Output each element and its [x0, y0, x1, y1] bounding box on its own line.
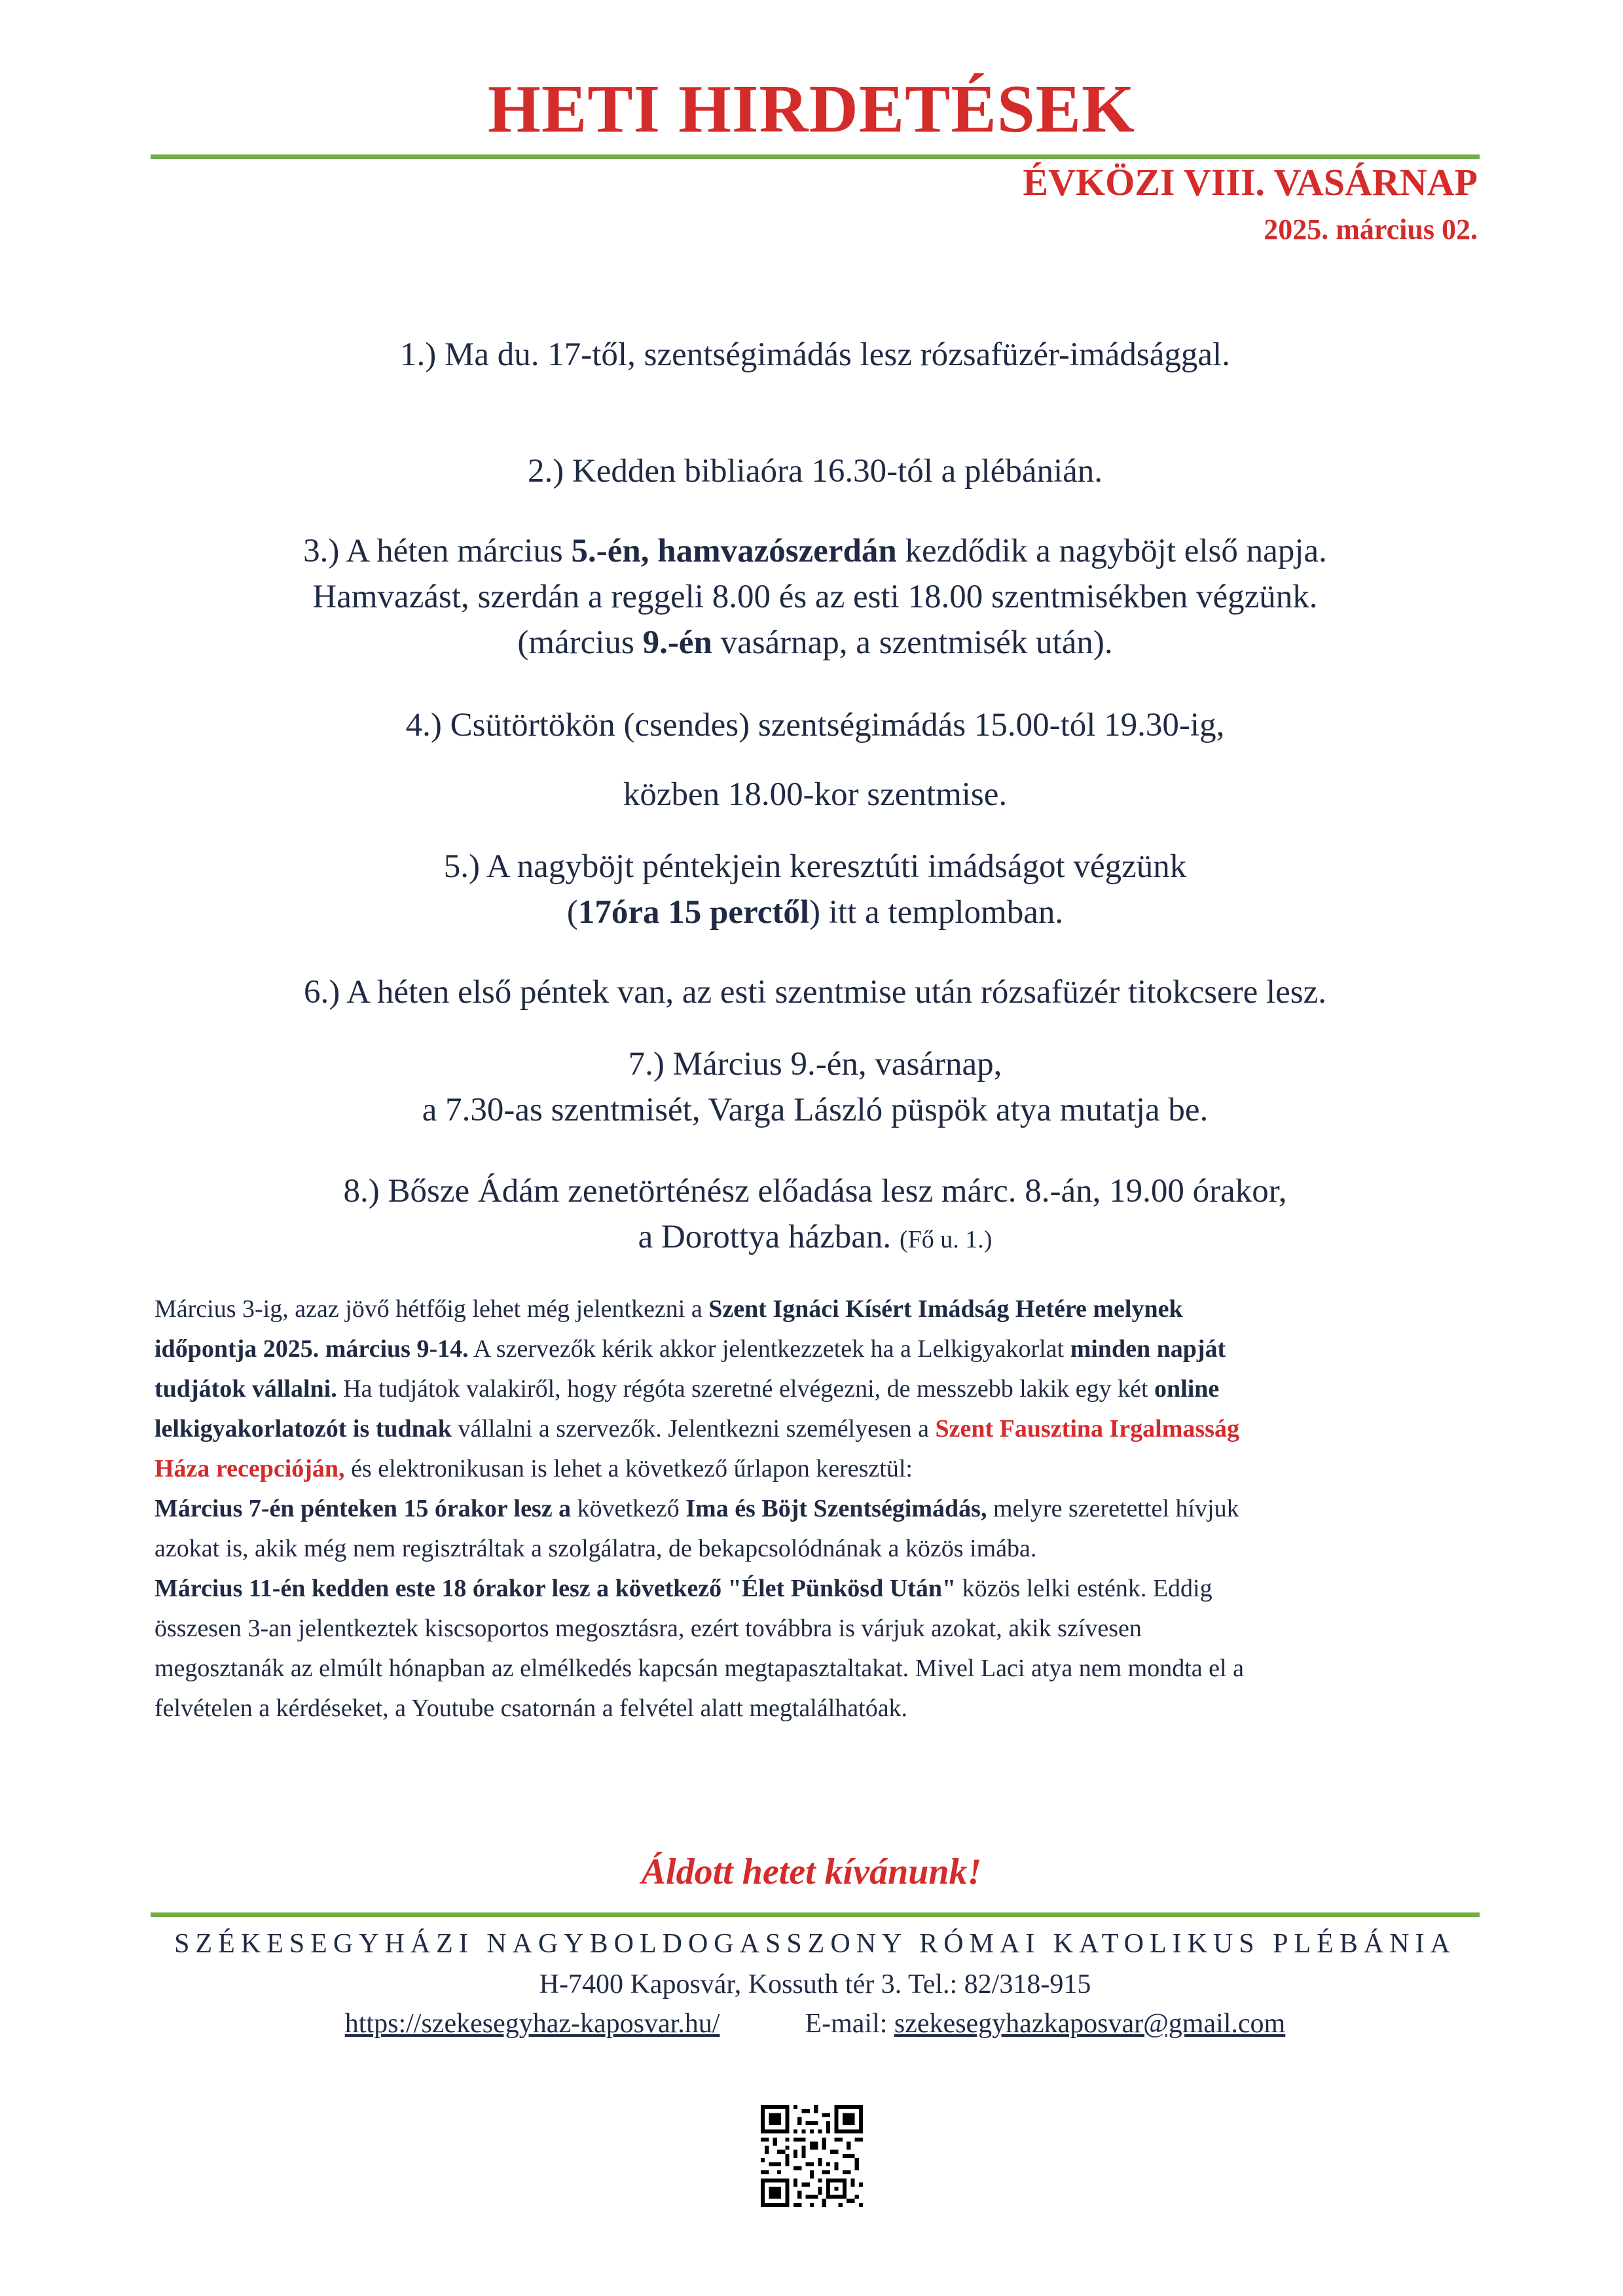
- header-divider: [151, 154, 1480, 159]
- paragraph-line: időpontja 2025. március 9-14. A szervezők kérik akkor jelentkezzetek ha a Lelkigyakorlat minden napját: [155, 1335, 1226, 1363]
- announcement-7-line-1: 7.) Március 9.-én, vasárnap,: [628, 1046, 1002, 1083]
- announcement-7-line-2: a 7.30-as szentmisét, Varga László püspök atya mutatja be.: [422, 1092, 1209, 1128]
- email-link[interactable]: szekesegyhazkaposvar@gmail.com: [894, 2009, 1286, 2039]
- info-paragraph: [155, 1289, 1490, 1729]
- paragraph-line: megosztanák az elmúlt hónapban az elmélkedés kapcsán megtapasztaltakat. Mivel Laci atya nem mondta el a: [155, 1655, 1244, 1682]
- parish-name: SZÉKESEGYHÁZI NAGYBOLDOGASSZONY RÓMAI KATOLIKUS PLÉBÁNIA: [174, 1929, 1456, 1959]
- paragraph-line: Március 3-ig, azaz jövő hétfőig lehet még jelentkezni a Szent Ignáci Kísért Imádság Hetére melynek: [155, 1295, 1183, 1323]
- announcement-5-line-1: 5.) A nagyböjt péntekjein keresztúti imádságot végzünk: [443, 848, 1187, 885]
- announcement-6: 6.) A héten első péntek van, az esti szentmise után rózsafüzér titokcsere lesz.: [304, 974, 1326, 1011]
- announcement-8-line-1: 8.) Bősze Ádám zenetörténész előadása lesz márc. 8.-án, 19.00 órakor,: [343, 1173, 1287, 1210]
- paragraph-line: lelkigyakorlatozót is tudnak vállalni a szervezők. Jelentkezni személyesen a Szent Fausztina Irgalmasság: [155, 1415, 1239, 1443]
- qr-code-icon[interactable]: [761, 2105, 863, 2207]
- paragraph-line: felvételen a kérdéseket, a Youtube csatornán a felvétel alatt megtalálhatóak.: [155, 1695, 908, 1722]
- announcement-3-line-1: 3.) A héten március 5.-én, hamvazószerdán kezdődik a nagyböjt első napja.: [303, 533, 1327, 569]
- website-link[interactable]: https://szekesegyhaz-kaposvar.hu/: [344, 2009, 720, 2039]
- paragraph-line: Háza recepcióján, és elektronikusan is lehet a következő űrlapon keresztül:: [155, 1455, 913, 1482]
- paragraph-line: Március 7-én pénteken 15 órakor lesz a következő Ima és Böjt Szentségimádás, melyre szeretettel hívjuk: [155, 1495, 1239, 1522]
- paragraph-line: azokat is, akik még nem regisztráltak a szolgálatra, de bekapcsolódnának a közös imába.: [155, 1535, 1037, 1562]
- page-title: HETI HIRDETÉSEK: [488, 71, 1135, 147]
- announcement-2: 2.) Kedden bibliaóra 16.30-tól a plébánián.: [527, 453, 1103, 490]
- announcement-date: 2025. március 02.: [1264, 213, 1478, 245]
- announcement-4-line-1: 4.) Csütörtökön (csendes) szentségimádás 15.00-tól 19.30-ig,: [405, 707, 1225, 744]
- footer-divider: [151, 1912, 1480, 1917]
- announcement-4-line-2: közben 18.00-kor szentmise.: [623, 776, 1008, 813]
- announcement-5-line-2: (17óra 15 perctől) itt a templomban.: [566, 894, 1064, 931]
- parish-address: H-7400 Kaposvár, Kossuth tér 3. Tel.: 82/318-915: [539, 1969, 1091, 2000]
- liturgical-sunday: ÉVKÖZI VIII. VASÁRNAP: [1023, 161, 1478, 204]
- paragraph-line: összesen 3-an jelentkeztek kiscsoportos megosztásra, ezért továbbra is várjuk azokat, akik szívesen: [155, 1615, 1142, 1642]
- announcement-1: 1.) Ma du. 17-től, szentségimádás lesz rózsafüzér-imádsággal.: [400, 336, 1230, 373]
- announcement-3-line-3: (március 9.-én vasárnap, a szentmisék után).: [517, 624, 1113, 661]
- paragraph-line: tudjátok vállalni. Ha tudjátok valakiről, hogy régóta szeretné elvégezni, de messzebb lakik egy két online: [155, 1375, 1220, 1403]
- paragraph-line: Március 11-én kedden este 18 órakor lesz a következő "Élet Pünkösd Után" közös lelki esténk. Eddig: [155, 1575, 1213, 1602]
- closing-blessing: Áldott hetet kívánunk!: [641, 1852, 982, 1892]
- contact-links: [151, 2008, 1480, 2039]
- email-label: E-mail:: [805, 2009, 894, 2039]
- announcement-3-line-2: Hamvazást, szerdán a reggeli 8.00 és az esti 18.00 szentmisékben végzünk.: [312, 579, 1318, 615]
- announcement-8-line-2: a Dorottya házban. (Fő u. 1.): [638, 1219, 993, 1255]
